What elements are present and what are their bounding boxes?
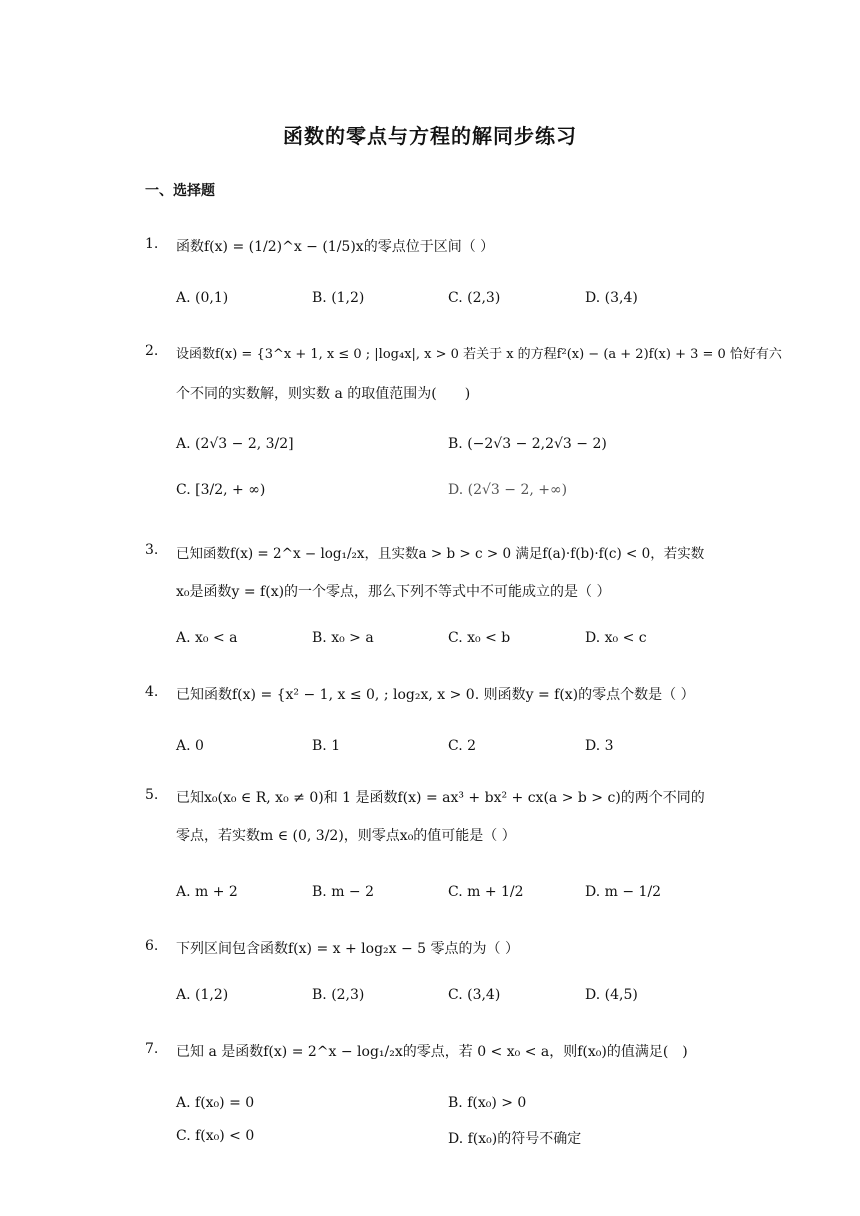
option-a: A. 0 [176,738,204,754]
option-c: C. m + 1/2 [448,884,524,900]
option-b: B. 1 [312,738,341,754]
option-c: C. (2,3) [448,290,501,306]
option-c: C. f(x₀) < 0 [176,1128,255,1144]
option-a: A. (1,2) [176,987,229,1003]
question-text: 已知 a 是函数f(x) = 2^x − log₁/₂x的零点，若 0 < x₀ < a，则f(x₀)的值满足( ) [176,1044,688,1060]
option-b: B. (2,3) [312,987,365,1003]
question-text: x₀是函数y = f(x)的一个零点，那么下列不等式中不可能成立的是（ ） [176,584,611,600]
question-text: 已知函数f(x) = 2^x − log₁/₂x，且实数a > b > c > 0 满足f(a)·f(b)·f(c) < 0，若实数 [176,546,705,562]
question-text: 函数f(x) = (1/2)^x − (1/5)x的零点位于区间（ ） [176,239,495,255]
question-number: 5. [145,787,159,803]
option-d: D. 3 [585,738,614,754]
option-d: D. (3,4) [585,290,638,306]
question-text: 已知x₀(x₀ ∈ R, x₀ ≠ 0)和 1 是函数f(x) = ax³ + bx² + cx(a > b > c)的两个不同的 [176,790,705,806]
question-number: 1. [145,236,159,252]
option-c: C. (3,4) [448,987,501,1003]
question-number: 3. [145,542,159,558]
question-text: 设函数f(x) = {3^x + 1, x ≤ 0 ; |log₄x|, x > 0 若关于 x 的方程f²(x) − (a + 2)f(x) + 3 = 0 恰好有六 [176,347,782,362]
option-b: B. (−2√3 − 2,2√3 − 2) [448,436,607,452]
page-title: 函数的零点与方程的解同步练习 [283,124,577,148]
option-d: D. f(x₀)的符号不确定 [448,1131,582,1147]
question-number: 2. [145,343,159,359]
question-text: 个不同的实数解，则实数 a 的取值范围为( ) [176,386,471,402]
option-a: A. (2√3 − 2, 3/2] [176,436,294,452]
question-number: 4. [145,684,159,700]
option-b: B. f(x₀) > 0 [448,1095,527,1111]
question-number: 7. [145,1041,159,1057]
section-heading: 一、选择题 [145,183,215,199]
option-a: A. f(x₀) = 0 [176,1095,255,1111]
option-a: A. m + 2 [176,884,238,900]
option-b: B. x₀ > a [312,630,374,646]
option-d: D. (2√3 − 2, +∞) [448,482,568,498]
question-text: 下列区间包含函数f(x) = x + log₂x − 5 零点的为（ ） [176,941,519,957]
option-d: D. (4,5) [585,987,638,1003]
option-d: D. x₀ < c [585,630,647,646]
option-a: A. x₀ < a [176,630,238,646]
option-b: B. (1,2) [312,290,365,306]
option-b: B. m − 2 [312,884,375,900]
option-d: D. m − 1/2 [585,884,662,900]
question-number: 6. [145,938,159,954]
option-c: C. x₀ < b [448,630,511,646]
option-a: A. (0,1) [176,290,229,306]
option-c: C. [3/2, + ∞) [176,482,266,498]
option-c: C. 2 [448,738,477,754]
question-text: 已知函数f(x) = {x² − 1, x ≤ 0, ; log₂x, x > 0. 则函数y = f(x)的零点个数是（ ） [176,687,695,703]
question-text: 零点，若实数m ∈ (0, 3/2)，则零点x₀的值可能是（ ） [176,828,516,844]
